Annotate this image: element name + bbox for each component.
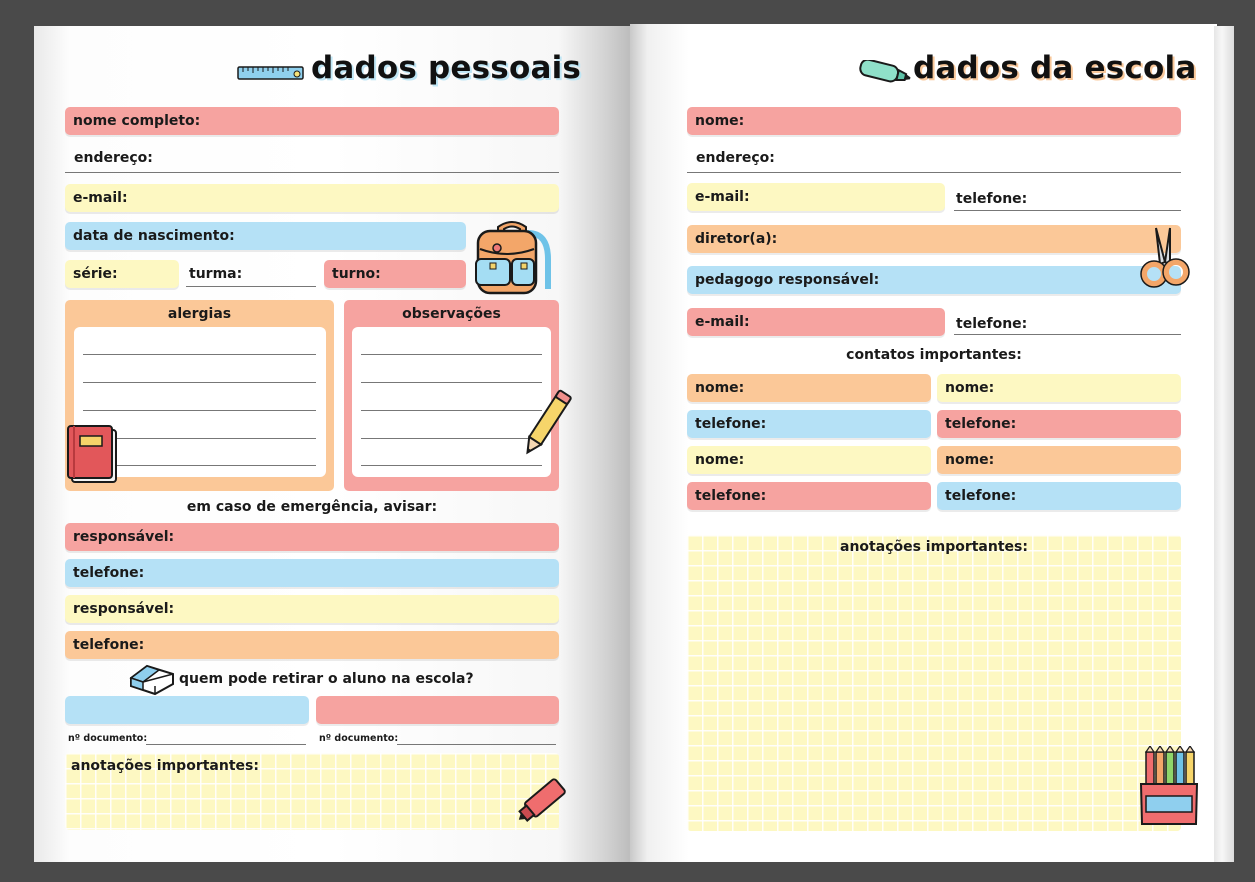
document-line-1[interactable]: [146, 744, 306, 745]
document-line-2[interactable]: [397, 744, 556, 745]
emergency-responsible-1[interactable]: responsável:: [65, 523, 559, 551]
left-notes-title: anotações importantes:: [71, 758, 259, 774]
document-label-2: nº documento:: [319, 733, 399, 744]
school-address-label: endereço:: [696, 150, 775, 166]
school-email-2-field[interactable]: e-mail:: [687, 308, 945, 336]
backpack-icon: [472, 219, 554, 297]
right-notes-area[interactable]: [687, 535, 1181, 831]
contact-name-3[interactable]: nome:: [687, 446, 931, 474]
school-email-field[interactable]: e-mail:: [687, 183, 945, 211]
email-field[interactable]: e-mail:: [65, 184, 559, 212]
allergies-title: alergias: [167, 306, 232, 322]
notebook-icon: [66, 424, 118, 484]
contact-phone-4[interactable]: telefone:: [937, 482, 1181, 510]
school-phone-label: telefone:: [956, 191, 1028, 207]
pickup-question: quem pode retirar o aluno na escola?: [179, 671, 474, 687]
contacts-title: contatos importantes:: [846, 347, 1022, 363]
scissors-icon: [1140, 226, 1190, 290]
school-data-title: dados da escola: [913, 50, 1197, 86]
class-line[interactable]: [186, 286, 316, 287]
contact-name-1[interactable]: nome:: [687, 374, 931, 402]
emergency-responsible-2[interactable]: responsável:: [65, 595, 559, 623]
emergency-title: em caso de emergência, avisar:: [186, 499, 438, 515]
pickup-person-2[interactable]: [316, 696, 559, 724]
pedagogue-field[interactable]: pedagogo responsável:: [687, 266, 1181, 294]
school-phone-2-line[interactable]: [954, 334, 1181, 335]
observations-title: observações: [402, 306, 501, 322]
address-line[interactable]: [65, 172, 559, 173]
pencil-icon: [520, 386, 572, 462]
highlighter-icon: [858, 60, 912, 84]
right-notes-title: anotações importantes:: [840, 539, 1028, 555]
address-label: endereço:: [74, 150, 153, 166]
contact-phone-2[interactable]: telefone:: [937, 410, 1181, 438]
eraser-icon: [129, 664, 175, 696]
page-edge: [1214, 26, 1234, 862]
emergency-phone-1[interactable]: telefone:: [65, 559, 559, 587]
emergency-phone-2[interactable]: telefone:: [65, 631, 559, 659]
contact-phone-1[interactable]: telefone:: [687, 410, 931, 438]
school-phone-2-label: telefone:: [956, 316, 1028, 332]
school-name-field[interactable]: nome:: [687, 107, 1181, 135]
director-field[interactable]: diretor(a):: [687, 225, 1181, 253]
contact-name-2[interactable]: nome:: [937, 374, 1181, 402]
shift-field[interactable]: turno:: [324, 260, 466, 288]
pickup-person-1[interactable]: [65, 696, 309, 724]
ruler-icon: [237, 65, 305, 81]
marker-icon: [512, 772, 576, 828]
class-label: turma:: [189, 266, 243, 282]
grade-field[interactable]: série:: [65, 260, 179, 288]
personal-data-title: dados pessoais: [311, 50, 582, 86]
full-name-field[interactable]: nome completo:: [65, 107, 559, 135]
school-phone-line[interactable]: [954, 210, 1181, 211]
contact-phone-3[interactable]: telefone:: [687, 482, 931, 510]
contact-name-4[interactable]: nome:: [937, 446, 1181, 474]
document-label-1: nº documento:: [68, 733, 148, 744]
school-address-line[interactable]: [687, 172, 1181, 173]
colored-pencils-icon: [1138, 746, 1200, 828]
birth-date-field[interactable]: data de nascimento:: [65, 222, 466, 250]
